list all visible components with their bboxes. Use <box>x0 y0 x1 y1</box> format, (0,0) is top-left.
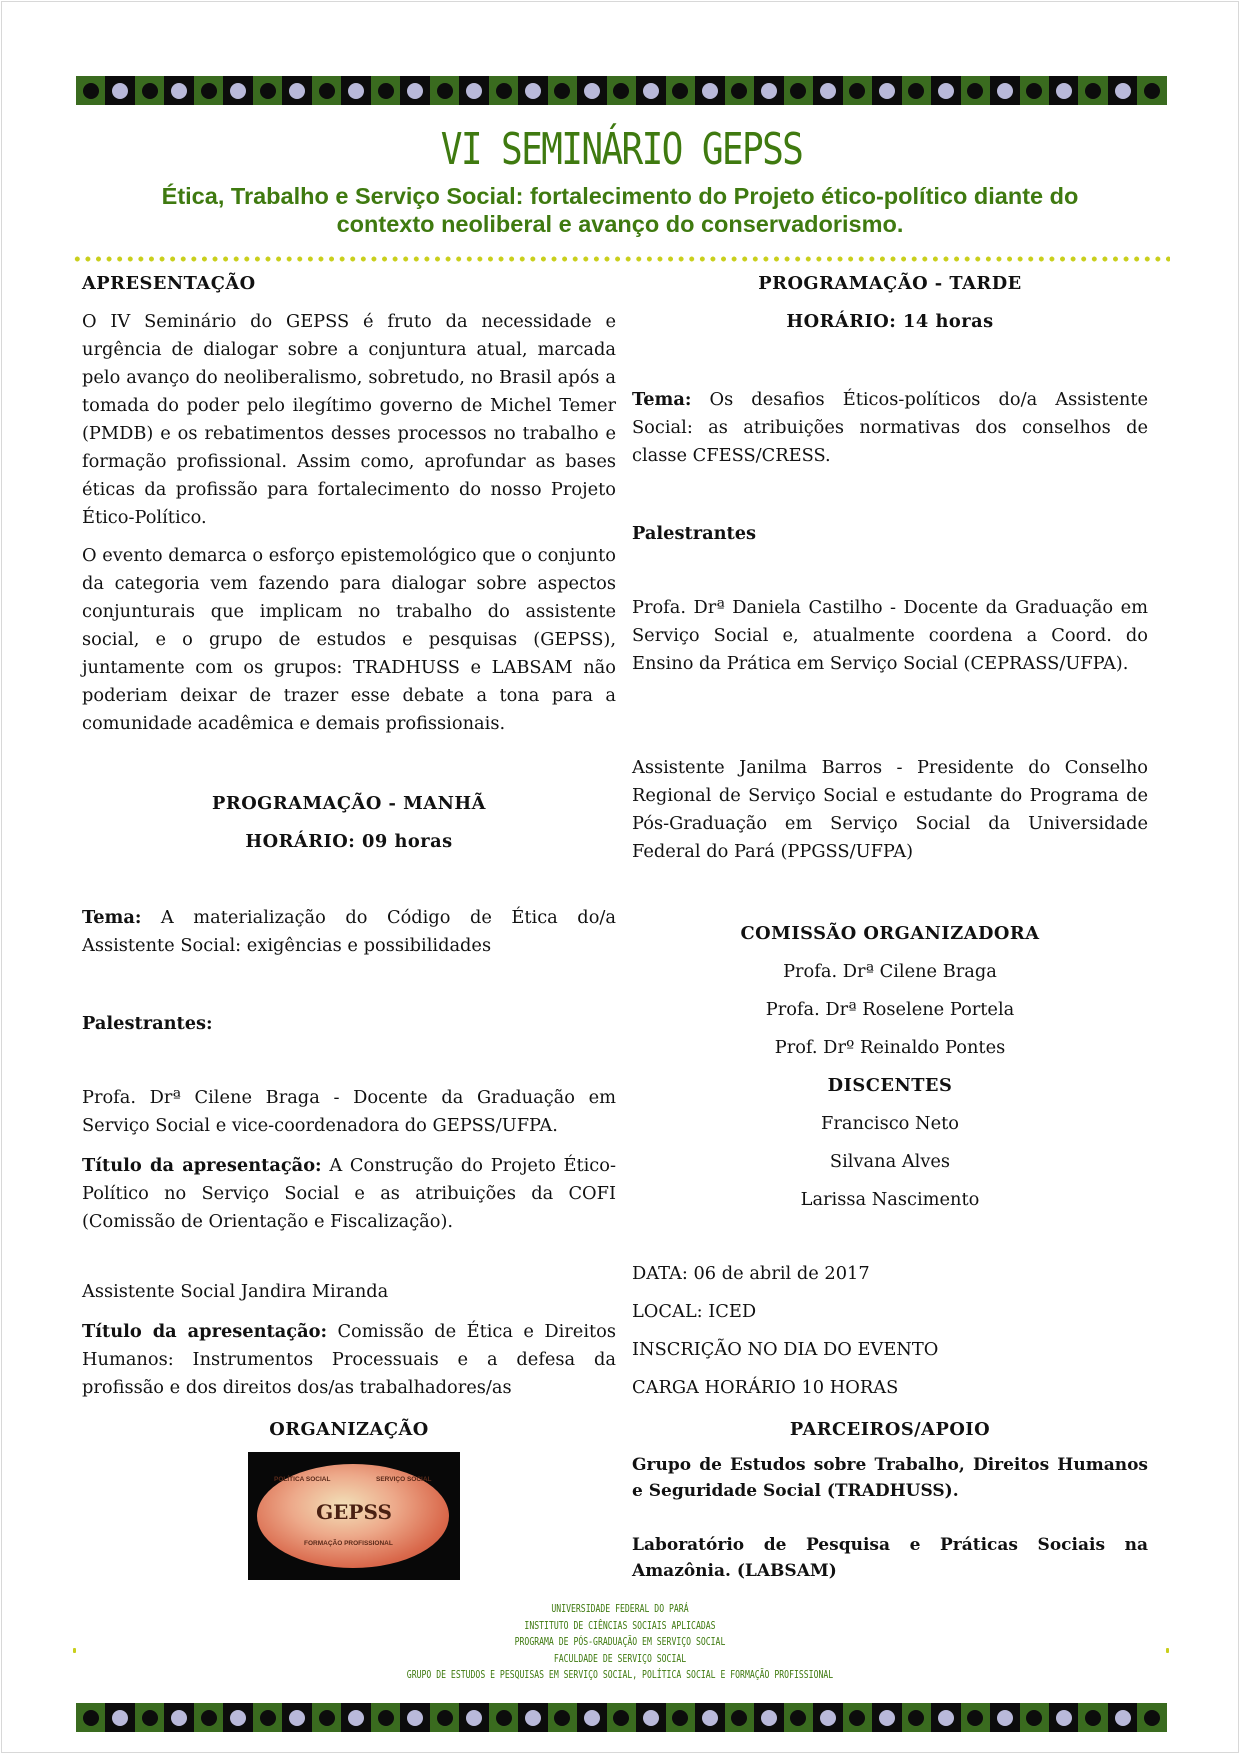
band-cell <box>1020 1703 1049 1732</box>
band-dot <box>201 1710 217 1726</box>
band-dot <box>790 83 806 99</box>
manha-tema <box>82 904 616 960</box>
band-dot <box>908 1710 924 1726</box>
band-cell <box>607 76 636 105</box>
band-cell <box>784 76 813 105</box>
band-cell <box>725 76 754 105</box>
band-cell <box>430 1703 459 1732</box>
band-cell <box>961 1703 990 1732</box>
band-dot <box>1144 1710 1160 1726</box>
band-dot <box>997 1710 1013 1726</box>
band-dot <box>260 1710 276 1726</box>
band-cell <box>784 1703 813 1732</box>
band-dot <box>554 1710 570 1726</box>
band-cell <box>253 76 282 105</box>
band-cell <box>990 76 1019 105</box>
event-location: LOCAL: ICED <box>632 1301 757 1322</box>
band-cell <box>931 1703 960 1732</box>
band-cell <box>459 76 488 105</box>
band-dot <box>319 1710 335 1726</box>
band-dot <box>496 83 512 99</box>
band-dot <box>643 83 659 99</box>
band-dot <box>731 83 747 99</box>
band-cell <box>371 76 400 105</box>
band-cell <box>548 76 577 105</box>
band-dot <box>1056 1710 1072 1726</box>
band-cell <box>194 1703 223 1732</box>
band-dot <box>496 1710 512 1726</box>
band-cell <box>518 76 547 105</box>
band-dot <box>584 1710 600 1726</box>
band-cell <box>725 1703 754 1732</box>
programacao-tarde-heading: PROGRAMAÇÃO - TARDE <box>758 273 1022 294</box>
band-dot <box>761 83 777 99</box>
band-cell <box>695 76 724 105</box>
apresentacao-paragraph-1: O IV Seminário do GEPSS é fruto da necessidade e urgência de dialogar sobre a conjuntura atual, marcada pelo avanço do neoliberalismo, sobretudo, no Brasil após a tomada do poder pelo ilegítimo governo de Michel Temer (PMDB) e os rebatimentos desses processos no trabalho e formação profissional. Assim como, aprofundar as bases éticas da profissão para fortalecimento do nosso Projeto Ético-Político. <box>82 311 616 528</box>
band-dot <box>967 83 983 99</box>
band-cell <box>813 76 842 105</box>
band-dot <box>289 83 305 99</box>
band-cell <box>548 1703 577 1732</box>
band-cell <box>312 1703 341 1732</box>
institutional-footer <box>383 1601 857 1684</box>
tarde-speaker-2: Assistente Janilma Barros - Presidente do Conselho Regional de Serviço Social e estudante do Programa de Pós-Graduação em Serviço Social da Universidade Federal do Pará (PPGSS/UFPA) <box>632 757 1148 862</box>
band-dot <box>112 1710 128 1726</box>
programacao-manha-heading: PROGRAMAÇÃO - MANHÃ <box>212 793 486 814</box>
band-cell <box>754 1703 783 1732</box>
band-dot <box>378 1710 394 1726</box>
band-cell <box>76 1703 105 1732</box>
band-cell <box>902 1703 931 1732</box>
band-dot <box>83 83 99 99</box>
band-dot <box>938 83 954 99</box>
band-cell <box>607 1703 636 1732</box>
band-cell <box>1108 1703 1137 1732</box>
band-dot <box>171 83 187 99</box>
band-dot <box>525 1710 541 1726</box>
band-cell <box>1049 1703 1078 1732</box>
band-dot <box>879 1710 895 1726</box>
band-cell <box>1137 1703 1166 1732</box>
comissao-member: Profa. Drª Cilene Braga <box>783 961 997 982</box>
band-dot <box>584 83 600 99</box>
band-dot <box>230 83 246 99</box>
titulo-text: A Construção do Projeto Ético-Político no Serviço Social e as atribuições da COFI (Comissão de Orientação e Fiscalização). <box>82 1155 616 1232</box>
band-dot <box>613 1710 629 1726</box>
band-cell <box>282 76 311 105</box>
band-cell <box>135 76 164 105</box>
footer-line: INSTITUTO DE CIÊNCIAS SOCIAIS APLICADAS <box>524 1618 716 1632</box>
seminar-title: VI SEMINÁRIO GEPSS <box>440 124 803 175</box>
band-dot <box>1115 83 1131 99</box>
tarde-palestrantes-label: Palestrantes <box>632 523 757 544</box>
band-cell <box>282 1703 311 1732</box>
band-cell <box>666 1703 695 1732</box>
top-decorative-band <box>76 76 1167 105</box>
band-dot <box>289 1710 305 1726</box>
band-dot <box>672 1710 688 1726</box>
band-cell <box>1020 76 1049 105</box>
band-dot <box>348 1710 364 1726</box>
band-dot <box>407 83 423 99</box>
logo-name: GEPSS <box>316 1500 392 1524</box>
discente-name: Francisco Neto <box>821 1113 959 1134</box>
gepss-logo <box>248 1452 460 1580</box>
band-cell <box>341 76 370 105</box>
band-cell <box>1078 1703 1107 1732</box>
band-cell <box>430 76 459 105</box>
band-dot <box>260 83 276 99</box>
band-dot <box>171 1710 187 1726</box>
band-cell <box>577 1703 606 1732</box>
band-dot <box>613 83 629 99</box>
tarde-horario: HORÁRIO: 14 horas <box>786 311 994 332</box>
band-dot <box>967 1710 983 1726</box>
band-dot <box>319 83 335 99</box>
band-cell <box>164 76 193 105</box>
band-dot <box>731 1710 747 1726</box>
band-cell <box>754 76 783 105</box>
event-workload: CARGA HORÁRIO 10 HORAS <box>632 1377 899 1398</box>
band-dot <box>908 83 924 99</box>
titulo-label: Título da apresentação: <box>82 1321 328 1342</box>
logo-text-top-left: POLÍTICA SOCIAL <box>274 1476 331 1483</box>
subtitle-line-2: contexto neoliberal e avanço do conservadorismo. <box>336 211 904 237</box>
band-dot <box>1085 1710 1101 1726</box>
band-dot <box>348 83 364 99</box>
band-dot <box>1144 83 1160 99</box>
tema-label: Tema: <box>82 907 142 928</box>
dotted-divider <box>72 256 1170 262</box>
manha-speaker-2-title <box>82 1318 616 1402</box>
band-cell <box>105 76 134 105</box>
band-cell <box>459 1703 488 1732</box>
tema-label: Tema: <box>632 389 692 410</box>
band-cell <box>400 1703 429 1732</box>
footer-line: UNIVERSIDADE FEDERAL DO PARÁ <box>551 1602 689 1615</box>
bottom-decorative-band <box>76 1703 1167 1732</box>
band-dot <box>1026 1710 1042 1726</box>
band-cell <box>636 76 665 105</box>
band-dot <box>1026 83 1042 99</box>
manha-speaker-2: Assistente Social Jandira Miranda <box>82 1281 389 1302</box>
band-dot <box>643 1710 659 1726</box>
logo-text-top-right: SERVIÇO SOCIAL <box>376 1476 432 1483</box>
manha-speaker-1-title <box>82 1152 616 1236</box>
discente-name: Larissa Nascimento <box>800 1189 980 1210</box>
band-dot <box>1085 83 1101 99</box>
band-dot <box>142 83 158 99</box>
tarde-speaker-1: Profa. Drª Daniela Castilho - Docente da Graduação em Serviço Social e, atualmente coordena a Coord. do Ensino da Prática em Serviço Social (CEPRASS/UFPA). <box>632 597 1148 674</box>
band-dot <box>820 1710 836 1726</box>
band-dot <box>378 83 394 99</box>
band-dot <box>1115 1710 1131 1726</box>
band-dot <box>879 83 895 99</box>
band-dot <box>761 1710 777 1726</box>
band-cell <box>695 1703 724 1732</box>
band-dot <box>702 1710 718 1726</box>
band-cell <box>872 1703 901 1732</box>
band-cell <box>813 1703 842 1732</box>
apresentacao-heading: APRESENTAÇÃO <box>82 273 256 294</box>
band-dot <box>849 1710 865 1726</box>
band-dot <box>702 83 718 99</box>
band-cell <box>636 1703 665 1732</box>
band-dot <box>849 83 865 99</box>
band-dot <box>790 1710 806 1726</box>
band-dot <box>437 83 453 99</box>
apresentacao-paragraph-2: O evento demarca o esforço epistemológico que o conjunto da categoria vem fazendo para dialogar sobre aspectos conjunturais que implicam no trabalho do assistente social, e o grupo de estudos e pesquisas (GEPSS), juntamente com os grupos: TRADHUSS e LABSAM não poderiam deixar de trazer esse debate a tona para a comunidade acadêmica e demais profissionais. <box>82 545 616 734</box>
band-dot <box>997 83 1013 99</box>
band-dot <box>938 1710 954 1726</box>
band-cell <box>518 1703 547 1732</box>
band-cell <box>253 1703 282 1732</box>
parceiros-heading: PARCEIROS/APOIO <box>789 1419 991 1440</box>
manha-horario: HORÁRIO: 09 horas <box>245 831 453 852</box>
footer-line: GRUPO DE ESTUDOS E PESQUISAS EM SERVIÇO SOCIAL, POLÍTICA SOCIAL E FORMAÇÃO PROFISSIONAL <box>406 1668 834 1681</box>
band-cell <box>990 1703 1019 1732</box>
band-dot <box>554 83 570 99</box>
titulo-text: Comissão de Ética e Direitos Humanos: Instrumentos Processuais e a defesa da profissão e dos direitos dos/as trabalhadores/as <box>82 1321 616 1398</box>
band-dot <box>466 1710 482 1726</box>
footer-line: PROGRAMA DE PÓS-GRADUAÇÃO EM SERVIÇO SOCIAL <box>514 1635 726 1648</box>
band-cell <box>902 76 931 105</box>
band-dot <box>466 83 482 99</box>
band-cell <box>164 1703 193 1732</box>
band-cell <box>341 1703 370 1732</box>
band-cell <box>489 76 518 105</box>
band-dot <box>407 1710 423 1726</box>
band-dot <box>820 83 836 99</box>
band-cell <box>872 76 901 105</box>
band-dot <box>437 1710 453 1726</box>
band-cell <box>1078 76 1107 105</box>
decorative-mark-left <box>73 1648 76 1653</box>
band-cell <box>105 1703 134 1732</box>
subtitle-line-1: Ética, Trabalho e Serviço Social: fortalecimento do Projeto ético-político diante do <box>161 183 1079 209</box>
band-cell <box>371 1703 400 1732</box>
manha-palestrantes-label: Palestrantes: <box>82 1013 213 1034</box>
band-cell <box>194 76 223 105</box>
manha-speaker-1: Profa. Drª Cilene Braga - Docente da Graduação em Serviço Social e vice-coordenadora do GEPSS/UFPA. <box>82 1087 616 1136</box>
band-cell <box>666 76 695 105</box>
comissao-member: Prof. Drº Reinaldo Pontes <box>774 1037 1006 1058</box>
tema-text: A materialização do Código de Ética do/a Assistente Social: exigências e possibilidades <box>82 907 616 956</box>
band-cell <box>961 76 990 105</box>
seminar-subtitle <box>110 182 1130 238</box>
band-cell <box>312 76 341 105</box>
band-dot <box>525 83 541 99</box>
parceiro-labsam: Laboratório de Pesquisa e Práticas Sociais na Amazônia. (LABSAM) <box>632 1535 1148 1581</box>
comissao-member: Profa. Drª Roselene Portela <box>765 999 1015 1020</box>
discentes-heading: DISCENTES <box>827 1075 953 1096</box>
tarde-tema <box>632 386 1148 470</box>
footer-line: FACULDADE DE SERVIÇO SOCIAL <box>553 1651 687 1665</box>
band-cell <box>931 76 960 105</box>
band-cell <box>223 1703 252 1732</box>
band-dot <box>1056 83 1072 99</box>
band-dot <box>142 1710 158 1726</box>
titulo-label: Título da apresentação: <box>82 1155 322 1176</box>
logo-text-bottom: FORMAÇÃO PROFISSIONAL <box>304 1540 393 1547</box>
band-cell <box>1137 76 1166 105</box>
band-cell <box>135 1703 164 1732</box>
band-dot <box>672 83 688 99</box>
band-dot <box>112 83 128 99</box>
parceiro-tradhuss: Grupo de Estudos sobre Trabalho, Direitos Humanos e Seguridade Social (TRADHUSS). <box>632 1455 1148 1501</box>
band-dot <box>83 1710 99 1726</box>
event-registration: INSCRIÇÃO NO DIA DO EVENTO <box>632 1339 939 1360</box>
organizacao-heading: ORGANIZAÇÃO <box>269 1419 429 1440</box>
band-cell <box>223 76 252 105</box>
band-dot <box>230 1710 246 1726</box>
band-cell <box>400 76 429 105</box>
event-date: DATA: 06 de abril de 2017 <box>632 1263 870 1284</box>
band-cell <box>1108 76 1137 105</box>
band-cell <box>1049 76 1078 105</box>
band-dot <box>201 83 217 99</box>
tema-text: Os desafios Éticos-políticos do/a Assistente Social: as atribuições normativas dos conselhos de classe CFESS/CRESS. <box>632 389 1148 466</box>
comissao-heading: COMISSÃO ORGANIZADORA <box>740 923 1040 944</box>
decorative-mark-right <box>1166 1648 1169 1653</box>
discente-name: Silvana Alves <box>829 1151 951 1172</box>
band-cell <box>76 76 105 105</box>
band-cell <box>843 76 872 105</box>
band-cell <box>577 76 606 105</box>
band-cell <box>489 1703 518 1732</box>
band-cell <box>843 1703 872 1732</box>
